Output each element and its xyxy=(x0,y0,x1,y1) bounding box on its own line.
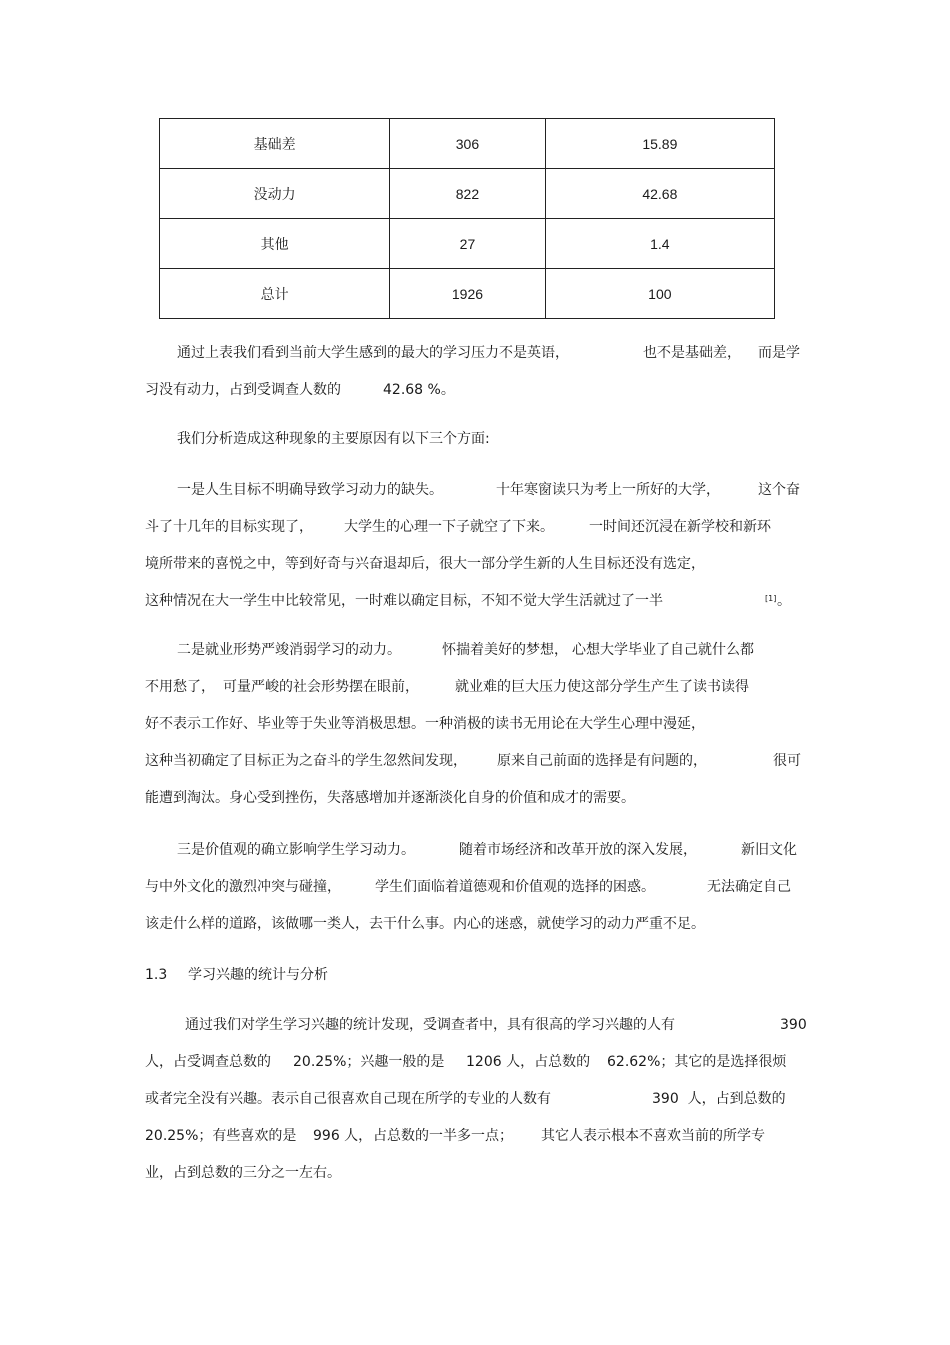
body-text: 62.62%；其它的是选择很烦 xyxy=(607,1054,787,1070)
body-text: 。 xyxy=(777,593,791,609)
body-text: 而是学 xyxy=(758,345,800,361)
table-cell: 42.68 xyxy=(545,169,774,219)
body-text: 业，占到总数的三分之一左右。 xyxy=(145,1165,341,1181)
body-text: 随着市场经济和改革开放的深入发展， xyxy=(459,842,697,858)
body-text: 好不表示工作好、毕业等于失业等消极思想。一种消极的读书无用论在大学生心理中漫延， xyxy=(145,716,705,732)
body-text: 这个奋 xyxy=(758,482,800,498)
body-text: 这种情况在大一学生中比较常见，一时难以确定目标，不知不觉大学生活就过了一半 xyxy=(145,593,663,609)
body-text: 原来自己前面的选择是有问题的， xyxy=(497,753,707,769)
body-text: 390 xyxy=(780,1017,807,1033)
table-row xyxy=(160,269,775,319)
body-text: 也不是基础差， xyxy=(643,345,741,361)
body-text: 其它人表示根本不喜欢当前的所学专 xyxy=(541,1128,765,1144)
body-text: 42.68 %。 xyxy=(383,382,455,398)
body-text: 心想大学毕业了自己就什么都 xyxy=(572,642,754,658)
table-cell: 1926 xyxy=(390,269,546,319)
body-text: 该走什么样的道路，该做哪一类人，去干什么事。内心的迷惑，就使学习的动力严重不足。 xyxy=(145,916,705,932)
table-cell: 1.4 xyxy=(545,219,774,269)
table-row xyxy=(160,169,775,219)
body-text: 390 人，占到总数的 xyxy=(652,1091,786,1107)
body-text: 通过我们对学生学习兴趣的统计发现，受调查者中，具有很高的学习兴趣的人有 xyxy=(185,1017,675,1033)
statistics-table xyxy=(159,118,775,319)
table-cell: 306 xyxy=(390,119,546,169)
body-text: 1206 人，占总数的 xyxy=(466,1054,591,1070)
body-text: 996 人， xyxy=(313,1128,373,1144)
table-row xyxy=(160,119,775,169)
body-text: 通过上表我们看到当前大学生感到的最大的学习压力不是英语， xyxy=(177,345,569,361)
table-cell: 27 xyxy=(390,219,546,269)
body-text: 二是就业形势严竣消弱学习的动力。 xyxy=(177,642,401,658)
body-text: 学生们面临着道德观和价值观的选择的困惑。 xyxy=(375,879,655,895)
body-text: 占总数的一半多一点； xyxy=(373,1128,513,1144)
body-text: 斗了十几年的目标实现了， xyxy=(145,519,313,535)
body-text: 很可 xyxy=(773,753,801,769)
section-number: 1.3 xyxy=(145,967,168,983)
body-text: 习没有动力，占到受调查人数的 xyxy=(145,382,341,398)
table-cell: 没动力 xyxy=(160,169,390,219)
body-text: 就业难的巨大压力使这部分学生产生了读书读得 xyxy=(455,679,749,695)
table-cell: 822 xyxy=(390,169,546,219)
body-text: 或者完全没有兴趣。表示自己很喜欢自己现在所学的专业的人数有 xyxy=(145,1091,551,1107)
body-text: 一时间还沉浸在新学校和新环 xyxy=(589,519,771,535)
body-text: 与中外文化的激烈冲突与碰撞， xyxy=(145,879,341,895)
body-text: 20.25%；兴趣一般的是 xyxy=(293,1054,445,1070)
body-text: 三是价值观的确立影响学生学习动力。 xyxy=(177,842,415,858)
body-text: 一是人生目标不明确导致学习动力的缺失。 xyxy=(177,482,443,498)
body-text: 新旧文化 xyxy=(741,842,797,858)
table-row xyxy=(160,219,775,269)
body-text: 我们分析造成这种现象的主要原因有以下三个方面: xyxy=(177,431,490,447)
body-text: 不用愁了， xyxy=(145,679,215,695)
table-cell: 15.89 xyxy=(545,119,774,169)
table-cell: 基础差 xyxy=(160,119,390,169)
body-text: 能遭到淘汰。身心受到挫伤，失落感增加并逐渐淡化自身的价值和成才的需要。 xyxy=(145,790,635,806)
table-cell: 总计 xyxy=(160,269,390,319)
body-text: 20.25%；有些喜欢的是 xyxy=(145,1128,297,1144)
body-text: 可量严峻的社会形势摆在眼前， xyxy=(223,679,419,695)
body-text: 大学生的心理一下子就空了下来。 xyxy=(344,519,554,535)
body-text: 无法确定自己 xyxy=(707,879,791,895)
table-cell: 100 xyxy=(545,269,774,319)
body-text: 这种当初确定了目标正为之奋斗的学生忽然间发现， xyxy=(145,753,467,769)
body-text: 人，占受调查总数的 xyxy=(145,1054,271,1070)
section-title: 学习兴趣的统计与分析 xyxy=(188,967,328,983)
body-text: 境所带来的喜悦之中，等到好奇与兴奋退却后，很大一部分学生新的人生目标还没有选定， xyxy=(145,556,705,572)
table-cell: 其他 xyxy=(160,219,390,269)
body-text: 十年寒窗读只为考上一所好的大学， xyxy=(496,482,720,498)
body-text: 怀揣着美好的梦想， xyxy=(442,642,568,658)
citation-superscript: [1] xyxy=(765,594,777,603)
